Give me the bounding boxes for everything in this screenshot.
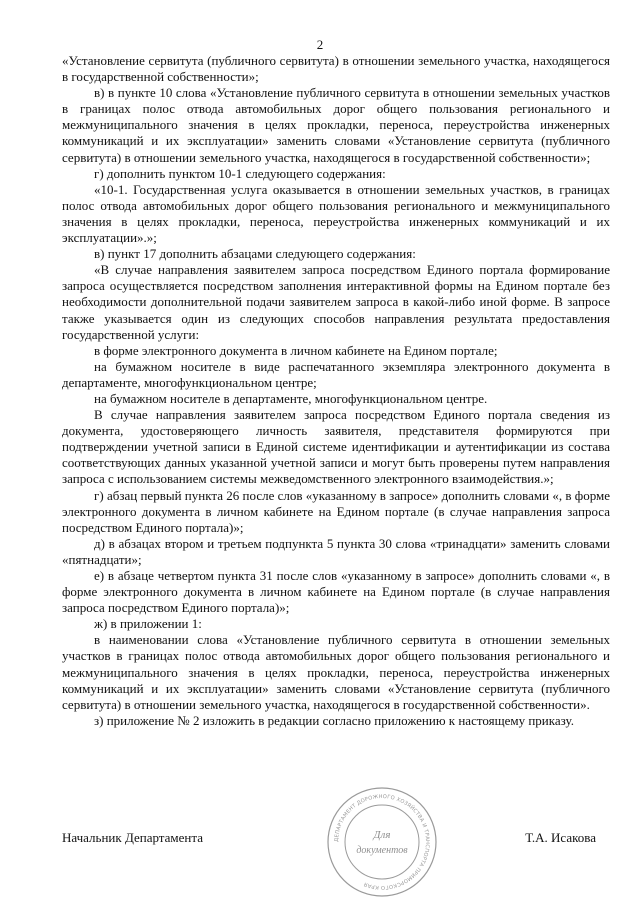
paragraph-14: ж) в приложении 1: [94, 616, 202, 632]
paragraph-11: г) абзац первый пункта 26 после слов «указанному в запросе» дополнить словами «, в форме электронного документа в личном кабинете на Едином портале (в случае направления запроса посредством Единого портала)»; [62, 487, 610, 535]
paragraph-8: на бумажном носителе в виде распечатанного экземпляра электронного документа в департаменте, многофункциональном центре; [62, 358, 610, 390]
paragraph-6: «В случае направления заявителем запроса посредством Единого портала формирование запроса осуществляется посредством заполнения интерактивной формы на Едином портале без необходимости дополнительной подачи заявителем запроса в какой-либо иной форме. В запросе также указывается один из следующих способов направления результата предоставления государственной услуги: [62, 262, 610, 342]
paragraph-2: в) в пункте 10 слова «Установление публичного сервитута в отношении земельных участков в границах полос отвода автомобильных дорог общего пользования регионального и межмуниципального значения в целях прокладки, переноса, переустройства инженерных коммуникаций и их эксплуатации» заменить словами «Установление сервитута (публичного сервитута) в отношении земельного участка, находящегося в государственной собственности»; [62, 85, 610, 165]
stamp-outer-ring [328, 788, 436, 896]
stamp-text-line1: Для [373, 829, 391, 841]
paragraph-7: в форме электронного документа в личном кабинете на Едином портале; [94, 342, 498, 358]
signatory-title: Начальник Департамента [62, 830, 203, 845]
stamp-text-line2: документов [356, 845, 408, 856]
paragraph-1: «Установление сервитута (публичного сервитута) в отношении земельного участка, находящегося в государственной собственности»; [62, 53, 610, 85]
paragraph-10: В случае направления заявителем запроса посредством Единого портала сведения из документа, удостоверяющего личность заявителя, представителя формируются при подтверждении учетной записи в Единой системе идентификации и аутентификации из состава соответствующих данных указанной учетной записи и могут быть проверены путем направления запроса с использованием системы межведомственного электронного взаимодействия.»; [62, 407, 610, 487]
paragraph-3: г) дополнить пунктом 10-1 следующего содержания: [94, 165, 386, 181]
page-number: 2 [316, 37, 324, 52]
paragraph-12: д) в абзацах втором и третьем подпункта 5 пункта 30 слова «тринадцати» заменить словами «пятнадцати»; [62, 535, 610, 567]
paragraph-4: «10-1. Государственная услуга оказывается в отношении земельных участков, в границах полос отвода автомобильных дорог общего пользования регионального и межмуниципального значения в целях прокладки, переноса, переустройства инженерных коммуникаций и их эксплуатации».»; [62, 181, 610, 246]
stamp-inner-ring [345, 805, 419, 879]
signatory-name: Т.А. Исакова [525, 830, 596, 845]
paragraph-9: на бумажном носителе в департаменте, многофункциональном центре. [94, 390, 488, 406]
paragraph-15: в наименовании слова «Установление публичного сервитута в отношении земельных участков в границах полос отвода автомобильных дорог общего пользования регионального и межмуниципального значения в целях прокладки, переноса, переустройства инженерных коммуникаций и их эксплуатации» заменить словами «Установление сервитута (публичного сервитута) в отношении земельного участка, находящегося в государственной собственности». [62, 632, 610, 712]
paragraph-16: з) приложение № 2 изложить в редакции согласно приложению к настоящему приказу. [94, 712, 574, 728]
document-body [62, 53, 610, 729]
stamp-ring-text: ДЕПАРТАМЕНТ ДОРОЖНОГО ХОЗЯЙСТВА И ТРАНСПОРТА ПРИМОРСКОГО КРАЯ [333, 793, 431, 891]
paragraph-5: в) пункт 17 дополнить абзацами следующего содержания: [94, 246, 416, 262]
stamp-seal [326, 786, 438, 898]
paragraph-13: е) в абзаце четвертом пункта 31 после слов «указанному в запросе» дополнить словами «, в форме электронного документа в личном кабинете на Едином портале (в случае направления запроса посредством Единого портала)»; [62, 568, 610, 616]
